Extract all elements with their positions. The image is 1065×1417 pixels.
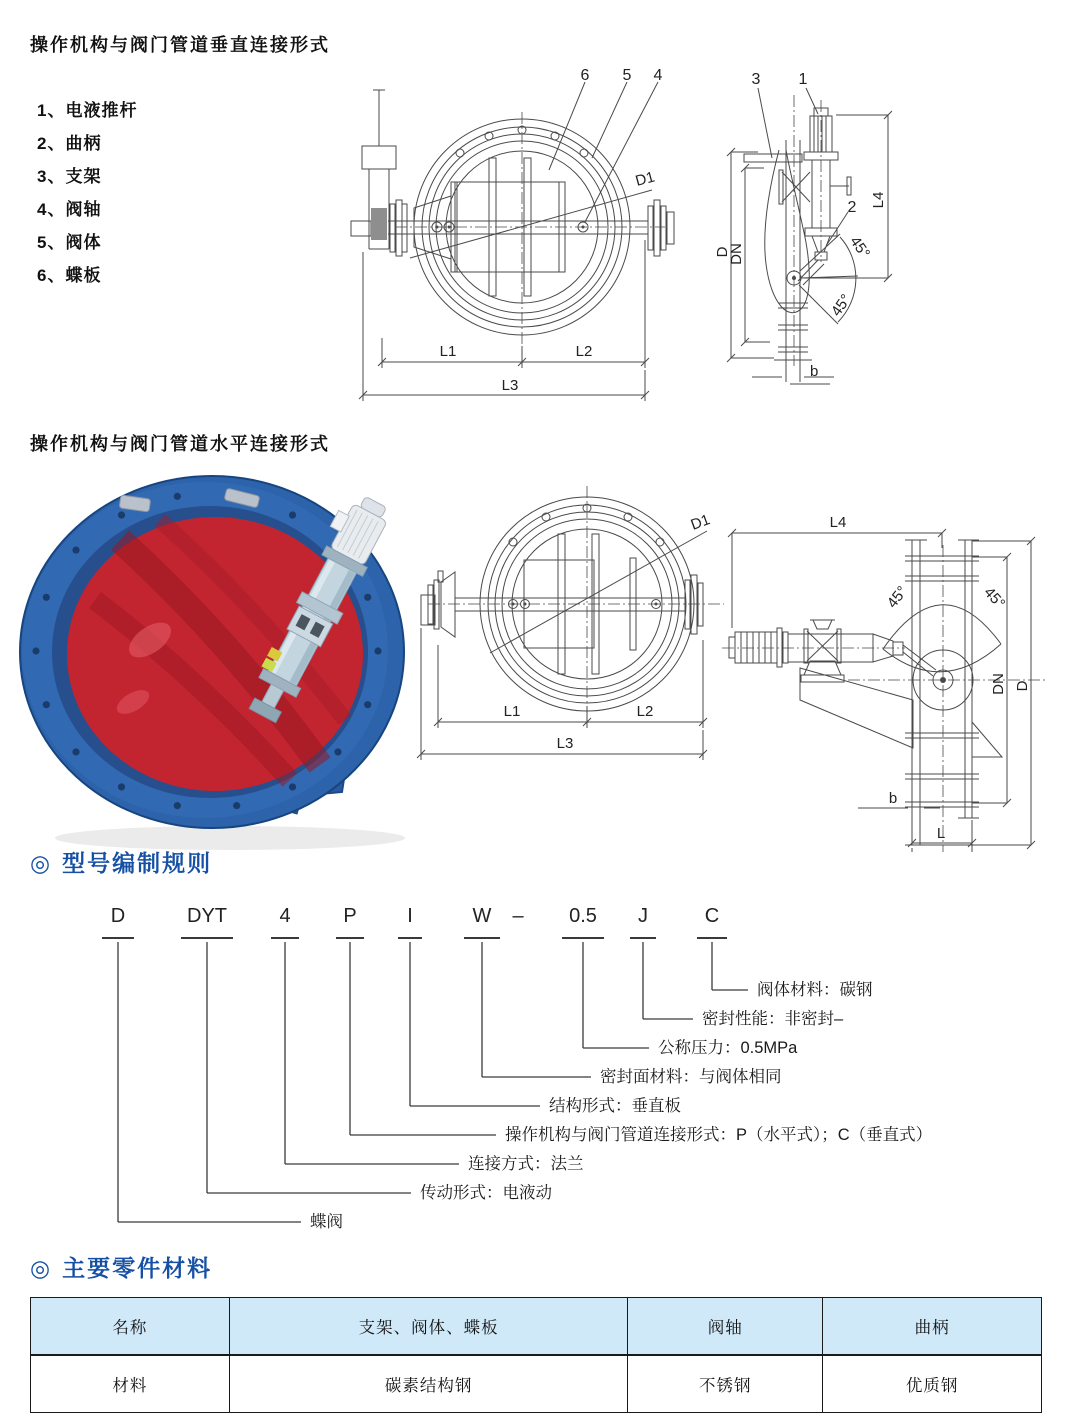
photo-bolt-hole [334, 748, 341, 755]
dim-label-45deg-left: 45° [883, 583, 912, 612]
dim-label-l2: L2 [575, 343, 593, 360]
dim-label-45deg-right: 45° [980, 583, 1009, 613]
model-code-letter: P [343, 905, 357, 927]
photo-bolt-hole [364, 594, 371, 601]
dim-label-l3: L3 [501, 377, 519, 394]
dim-label-l: L [936, 825, 946, 842]
valve-product-photo [20, 475, 425, 850]
part-callout-1: 1 [798, 71, 808, 88]
model-code-description: 操作机构与阀门管道连接形式：P（水平式）；C（垂直式） [505, 1126, 933, 1144]
model-code-letter: 0.5 [569, 905, 597, 927]
model-code-letter: W [472, 905, 492, 927]
section-bullet-icon: ◎ [30, 1255, 53, 1281]
dim-label-l1: L1 [503, 703, 521, 720]
photo-bolt-hole [174, 493, 181, 500]
materials-section-title: 主要零件材料 [62, 1255, 213, 1281]
photo-bolt-hole [32, 647, 39, 654]
model-code-letter: I [407, 905, 413, 927]
model-section-heading [30, 845, 212, 878]
actuator-rod-block [371, 208, 387, 240]
materials-table-data-row [31, 1355, 1042, 1413]
photo-bolt-hole [364, 701, 371, 708]
drawing-vertical-front-view [348, 58, 714, 408]
model-code-description: 传动形式：电液动 [420, 1184, 552, 1202]
materials-header-shaft: 阀轴 [628, 1298, 823, 1356]
section-bullet-icon: ◎ [30, 850, 53, 876]
materials-section-heading [30, 1250, 212, 1283]
dim-label-d1: D1 [633, 168, 657, 190]
drawing-horizontal-side-view [715, 482, 1065, 857]
model-code-letter: DYT [187, 905, 227, 927]
dim-label-d1: D1 [688, 511, 713, 534]
dim-label-45deg-upper: 45° [846, 233, 874, 262]
photo-bolt-hole [289, 783, 296, 790]
materials-table-header-row [31, 1298, 1042, 1356]
model-code-description: 密封性能：非密封– [702, 1010, 844, 1028]
drawing-horizontal-front-view [418, 482, 738, 772]
materials-table [30, 1297, 1042, 1413]
dim-label-l1: L1 [439, 343, 457, 360]
materials-cell-body: 碳素结构钢 [229, 1355, 628, 1413]
model-code-description: 阀体材料：碳钢 [757, 981, 873, 999]
dim-label-l4: L4 [870, 191, 887, 209]
materials-cell-label: 材料 [31, 1355, 230, 1413]
photo-bolt-hole [118, 511, 125, 518]
part-callout-6: 6 [580, 67, 590, 84]
model-code-description: 结构形式：垂直板 [549, 1097, 681, 1115]
photo-bolt-hole [374, 647, 381, 654]
photo-bolt-hole [43, 701, 50, 708]
photo-bolt-hole [233, 802, 240, 809]
dim-label-45deg-lower: 45° [827, 291, 855, 320]
photo-bolt-hole [118, 783, 125, 790]
materials-cell-crank: 优质钢 [823, 1355, 1042, 1413]
materials-header-crank: 曲柄 [823, 1298, 1042, 1356]
photo-bolt-hole [174, 802, 181, 809]
model-code-description: 密封面材料：与阀体相同 [600, 1068, 782, 1086]
parts-list-item: 6、蝶板 [37, 266, 102, 285]
materials-header-body: 支架、阀体、蝶板 [229, 1298, 628, 1356]
dim-label-d: D [714, 246, 731, 258]
dim-label-l3: L3 [556, 735, 574, 752]
model-code-letter: J [638, 905, 648, 927]
part-callout-2: 2 [847, 199, 857, 216]
parts-list-item: 2、曲柄 [37, 134, 102, 153]
parts-list-item: 4、阀轴 [37, 200, 102, 219]
dim-label-b: b [888, 790, 898, 807]
dim-label-b: b [810, 363, 819, 380]
photo-bolt-hole [72, 546, 79, 553]
photo-bolt-hole [72, 748, 79, 755]
parts-list-item: 3、支架 [37, 167, 102, 186]
part-callout-4: 4 [653, 67, 663, 84]
model-code-separator: – [512, 905, 524, 927]
parts-list-item: 5、阀体 [37, 233, 102, 252]
dim-label-l2: L2 [636, 703, 654, 720]
dim-label-l4: L4 [829, 514, 847, 531]
model-code-letter: D [110, 905, 126, 927]
dim-label-dn: DN [728, 243, 745, 265]
parts-list-item: 1、电液推杆 [37, 101, 138, 120]
drawing-vertical-side-view [705, 58, 1065, 408]
model-code-letter: C [704, 905, 720, 927]
materials-header-name: 名称 [31, 1298, 230, 1356]
part-callout-5: 5 [622, 67, 632, 84]
model-code-letter: 4 [279, 905, 291, 927]
dim-label-d: D [1014, 680, 1031, 692]
dim-label-dn: DN [990, 673, 1007, 695]
vertical-section-title: 操作机构与阀门管道垂直连接形式 [30, 35, 330, 55]
model-code-description: 连接方式：法兰 [468, 1155, 584, 1173]
model-code-tree [0, 895, 1065, 1240]
model-section-title: 型号编制规则 [62, 850, 213, 876]
model-code-description: 公称压力：0.5MPa [658, 1039, 798, 1057]
model-code-description: 蝶阀 [310, 1213, 343, 1231]
photo-bolt-hole [43, 594, 50, 601]
horizontal-section-title: 操作机构与阀门管道水平连接形式 [30, 434, 330, 454]
photo-bolt-hole [289, 511, 296, 518]
parts-list [37, 94, 137, 292]
materials-cell-shaft: 不锈钢 [628, 1355, 823, 1413]
part-callout-3: 3 [751, 71, 761, 88]
